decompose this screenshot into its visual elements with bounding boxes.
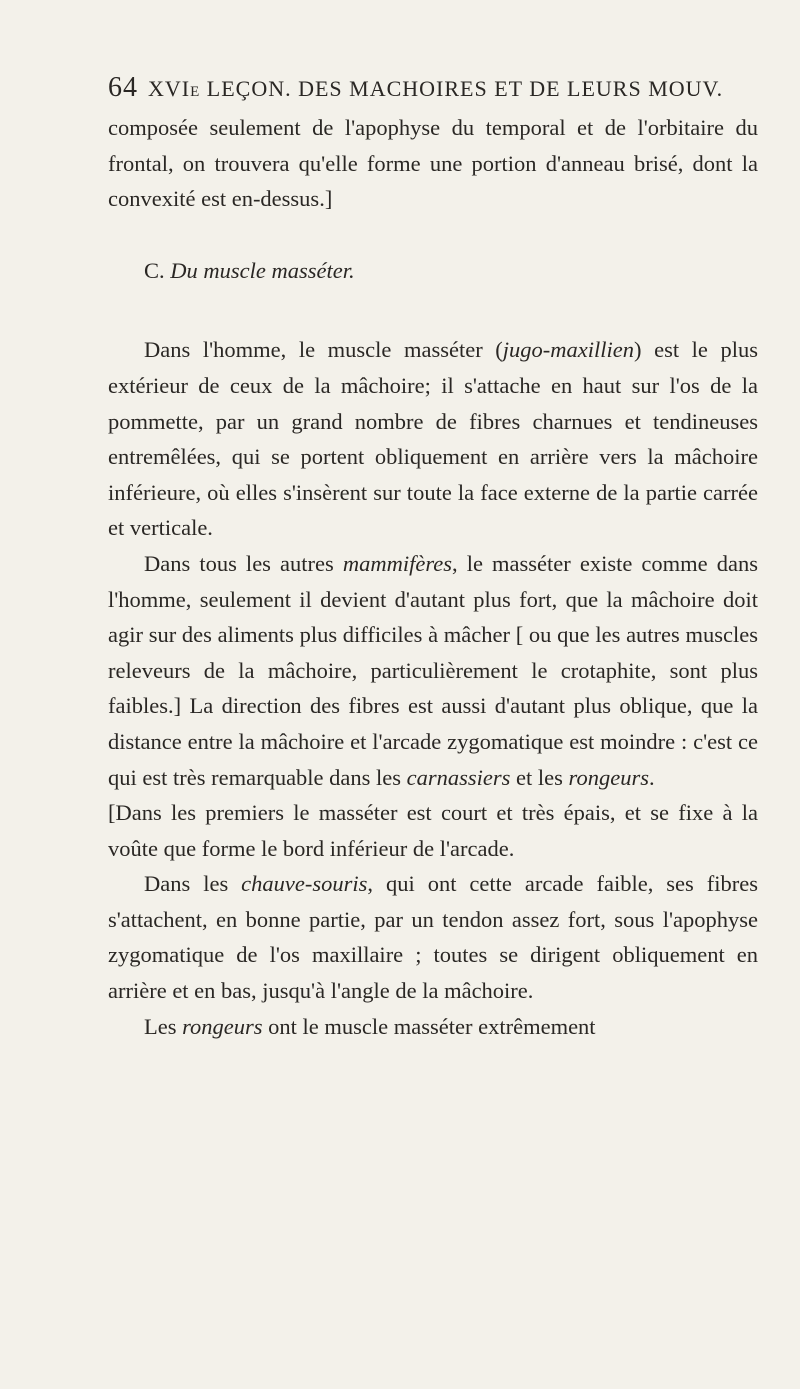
running-head-title: XVIe LEÇON. DES MACHOIRES ET DE LEURS MOUV. [148,76,724,101]
term-chauve-souris: chauve-souris [241,871,368,897]
paragraph-continuation: composée seulement de l'apophyse du temporal et de l'orbitaire du frontal, on trouvera qu'elle forme une portion d'anneau brisé, dont la convexité est en-dessus.] [108,115,758,212]
text-run: ont le muscle masséter extrêmement [262,1013,596,1039]
term-rongeurs-2: rongeurs [182,1013,263,1039]
paragraph-mammiferes [108,546,758,795]
section-heading [108,253,758,289]
text-run: Dans les [144,871,242,897]
paragraph-carnassiers: [Dans les premiers le masséter est court et très épais, et se fixe à la voûte que forme le bord inférieur de l'arcade. [108,800,758,861]
body-text [108,110,758,1044]
running-head [108,72,758,104]
paragraph-chauve-souris [108,866,758,1008]
section-title: Du muscle masséter. [170,257,355,283]
term-rongeurs: rongeurs [568,764,649,790]
text-run: , le masséter existe comme dans l'homme, seulement il devient d'autant plus fort, que la mâchoire doit agir sur des aliments plus difficiles à mâcher [ ou que les autres muscles releveurs de la mâchoire, particulièrement le crotaphite, sont plus faibles.] La direction des fibres est aussi d'autant plus oblique, que la distance entre la mâchoire et l'arcade zygomatique est moindre : c'est ce qui est très remarquable dans les [108,550,758,790]
text-run: . [648,764,655,790]
term-mammiferes: mammifères [342,550,452,576]
term-carnassiers: carnassiers [406,764,511,790]
text-run: , qui ont cette arcade faible, ses fibres s'attachent, en bonne partie, par un tendon assez fort, sous l'apophyse zygomatique de l'os maxillaire ; toutes se dirigent obliquement en arrière et en bas, jusqu'à l'angle de la mâchoire. [108,871,758,1004]
paragraph-rongeurs [108,1009,758,1045]
text-run: et les [510,764,569,790]
text-run: ) est le plus extérieur de ceux de la mâchoire; il s'attache en haut sur l'os de la pommette, par un grand nombre de fibres charnues et tendineuses entremêlées, qui se portent obliquement en arrière vers la mâchoire inférieure, où elles s'insèrent sur toute la face externe de la partie carrée et verticale. [108,337,759,541]
section-label: C. [144,257,165,283]
page-number: 64 [108,72,138,103]
paragraph-masseter-homme [108,332,758,546]
text-run: Dans tous les autres [144,550,343,576]
text-run: Les [144,1013,183,1039]
text-run: Dans l'homme, le muscle masséter ( [144,337,503,363]
term-jugo-maxillien: jugo-maxillien [502,337,635,363]
